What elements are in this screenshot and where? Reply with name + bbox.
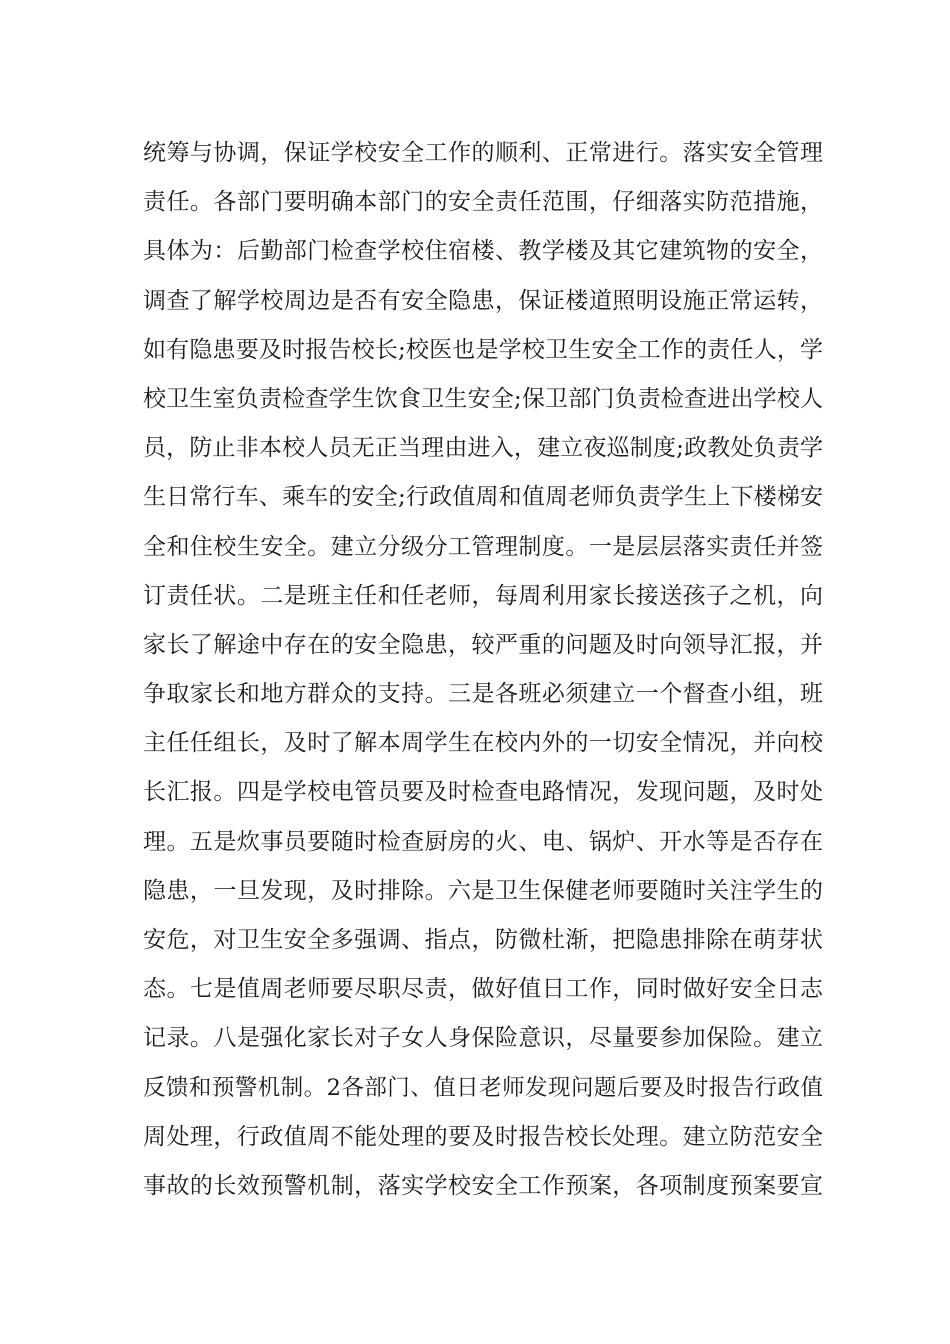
text-line: 主任任组长，及时了解本周学生在校内外的一切安全情况，并向校 [143, 730, 823, 757]
text-line: 长汇报。四是学校电管员要及时检查电路情况，发现问题，及时处 [143, 779, 823, 806]
text-line: 具体为：后勤部门检查学校住宿楼、教学楼及其它建筑物的安全， [143, 238, 823, 265]
text-line: 生日常行车、乘车的安全;行政值周和值周老师负责学生上下楼梯安 [143, 484, 823, 511]
text-line: 态。七是值周老师要尽职尽责，做好值日工作，同时做好安全日志 [143, 976, 823, 1003]
text-line: 校卫生室负责检查学生饮食卫生安全;保卫部门负责检查进出学校人 [143, 385, 823, 412]
text-line: 责任。各部门要明确本部门的安全责任范围，仔细落实防范措施， [143, 189, 823, 216]
text-line: 记录。八是强化家长对子女人身保险意识，尽量要参加保险。建立 [143, 1025, 823, 1052]
text-line: 争取家长和地方群众的支持。三是各班必须建立一个督查小组，班 [143, 681, 823, 708]
text-line: 反馈和预警机制。2各部门、值日老师发现问题后要及时报告行政值 [143, 1074, 823, 1101]
text-line: 事故的长效预警机制，落实学校安全工作预案，各项制度预案要宣 [143, 1172, 823, 1199]
text-line: 员，防止非本校人员无正当理由进入，建立夜巡制度;政教处负责学 [143, 435, 823, 462]
text-line: 统筹与协调，保证学校安全工作的顺利、正常进行。落实安全管理 [143, 140, 823, 166]
text-line: 家长了解途中存在的安全隐患，较严重的问题及时向领导汇报，并 [143, 631, 823, 658]
text-line: 理。五是炊事员要随时检查厨房的火、电、锅炉、开水等是否存在 [143, 828, 823, 855]
text-line: 如有隐患要及时报告校长;校医也是学校卫生安全工作的责任人，学 [143, 336, 823, 363]
text-line: 订责任状。二是班主任和任老师，每周利用家长接送孩子之机，向 [143, 582, 823, 609]
text-line: 全和住校生安全。建立分级分工管理制度。一是层层落实责任并签 [143, 533, 823, 560]
body-text [143, 129, 823, 1211]
text-line: 安危，对卫生安全多强调、指点，防微杜渐，把隐患排除在萌芽状 [143, 927, 823, 953]
text-line: 周处理，行政值周不能处理的要及时报告校长处理。建立防范安全 [143, 1123, 823, 1150]
text-line: 调查了解学校周边是否有安全隐患，保证楼道照明设施正常运转， [143, 287, 823, 314]
text-line: 隐患，一旦发现，及时排除。六是卫生保健老师要随时关注学生的 [143, 877, 823, 904]
